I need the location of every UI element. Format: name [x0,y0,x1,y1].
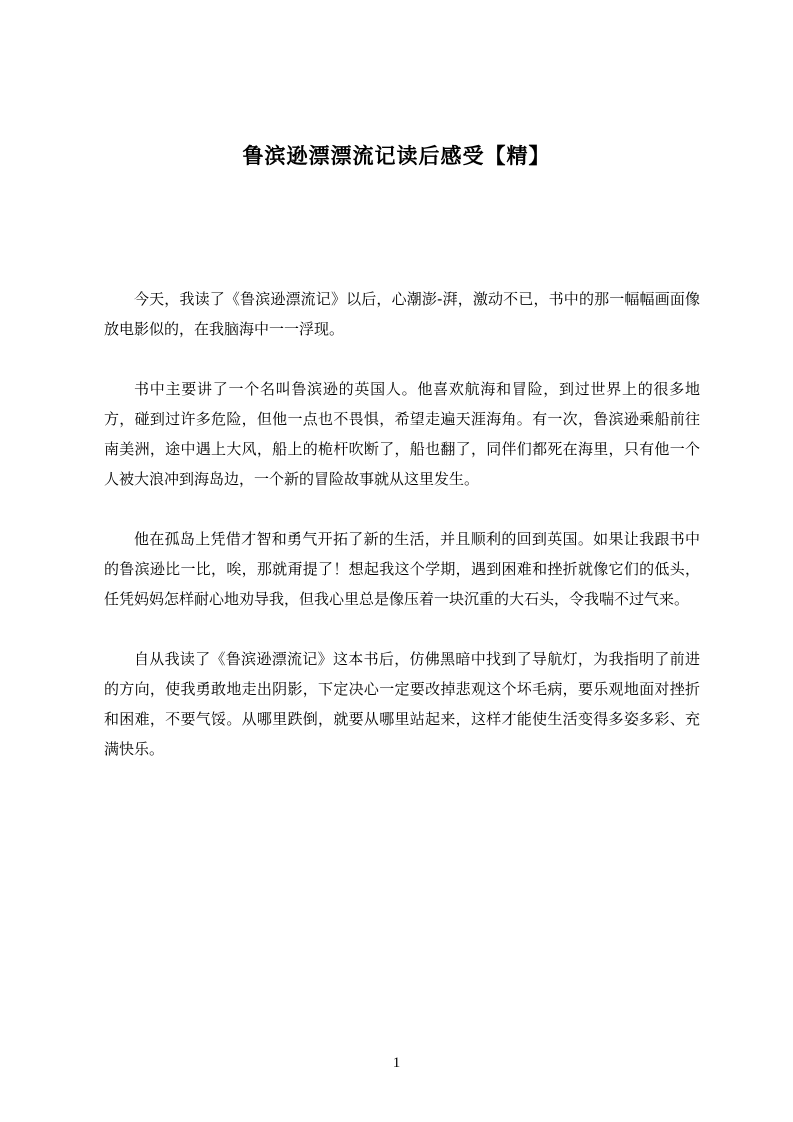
paragraph-1: 今天，我读了《鲁滨逊漂流记》以后，心潮澎-湃，激动不已，书中的那一幅幅画面像放电影似的，在我脑海中一一浮现。 [104,290,700,338]
paragraph-3: 他在孤岛上凭借才智和勇气开拓了新的生活，并且顺利的回到英国。如果让我跟书中的鲁滨逊比一比，唉，那就甭提了！想起我这个学期，遇到困难和挫折就像它们的低头，任凭妈妈怎样耐心地劝导我，但我心里总是像压着一块沉重的大石头，令我喘不过气来。 [104,530,700,608]
paragraph-4: 自从我读了《鲁滨逊漂流记》这本书后，仿佛黑暗中找到了导航灯，为我指明了前进的方向，使我勇敢地走出阴影，下定决心一定要改掉悲观这个坏毛病，要乐观地面对挫折和困难，不要气馁。从哪里跌倒，就要从哪里站起来，这样才能使生活变得多姿多彩、充满快乐。 [104,650,700,758]
document-title: 鲁滨逊漂漂流记读后感受【精】 [242,144,551,168]
paragraph-2: 书中主要讲了一个名叫鲁滨逊的英国人。他喜欢航海和冒险，到过世界上的很多地方，碰到过许多危险，但他一点也不畏惧，希望走遍天涯海角。有一次，鲁滨逊乘船前往南美洲，途中遇上大风，船上的桅杆吹断了，船也翻了，同伴们都死在海里，只有他一个人被大浪冲到海岛边，一个新的冒险故事就从这里发生。 [104,380,700,488]
page-number: 1 [392,1055,401,1071]
document-body [104,284,700,794]
